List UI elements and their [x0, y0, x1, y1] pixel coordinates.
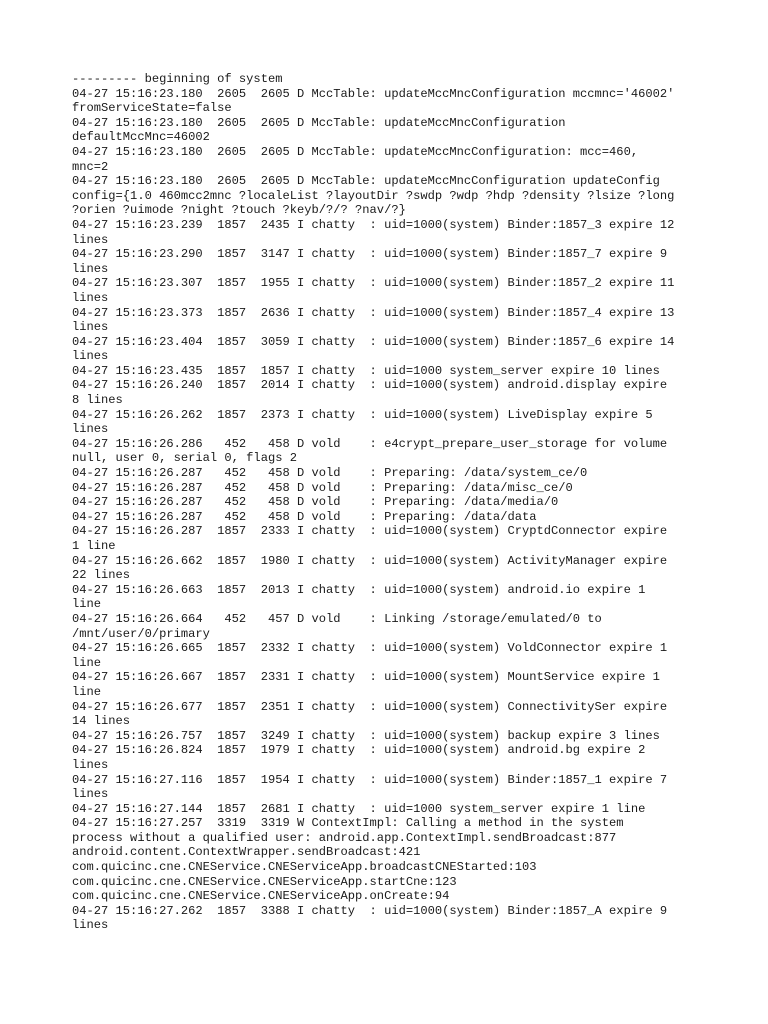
log-text — [72, 72, 712, 933]
log-line: 04-27 15:16:26.664 452 457 D vold : Linking /storage/emulated/0 to — [72, 611, 602, 626]
log-line: 04-27 15:16:23.180 2605 2605 D MccTable: updateMccMncConfiguration: mcc=460, — [72, 144, 639, 159]
log-line: 04-27 15:16:27.144 1857 2681 I chatty : uid=1000 system_server expire 1 line — [72, 801, 646, 816]
log-line: 04-27 15:16:23.180 2605 2605 D MccTable: updateMccMncConfiguration mccmnc='46002' — [72, 86, 675, 101]
log-line: defaultMccMnc=46002 — [72, 130, 210, 145]
log-line: lines — [72, 787, 109, 802]
log-line: lines — [72, 349, 109, 364]
log-line: 04-27 15:16:26.665 1857 2332 I chatty : uid=1000(system) VoldConnector expire 1 — [72, 641, 668, 656]
log-line: 04-27 15:16:26.286 452 458 D vold : e4crypt_prepare_user_storage for volume — [72, 436, 668, 451]
log-line: fromServiceState=false — [72, 101, 232, 116]
log-line: 04-27 15:16:26.663 1857 2013 I chatty : uid=1000(system) android.io expire 1 — [72, 582, 646, 597]
log-line: mnc=2 — [72, 159, 109, 174]
log-line: com.quicinc.cne.CNEService.CNEServiceApp.broadcastCNEStarted:103 — [72, 860, 537, 875]
log-line: lines — [72, 757, 109, 772]
log-line: 04-27 15:16:26.287 452 458 D vold : Preparing: /data/data — [72, 509, 537, 524]
log-line: line — [72, 597, 102, 612]
log-line: 22 lines — [72, 568, 131, 583]
log-line: com.quicinc.cne.CNEService.CNEServiceApp.startCne:123 — [72, 874, 457, 889]
log-line: 04-27 15:16:26.287 452 458 D vold : Preparing: /data/misc_ce/0 — [72, 480, 573, 495]
log-line: 04-27 15:16:23.373 1857 2636 I chatty : uid=1000(system) Binder:1857_4 expire 13 — [72, 305, 675, 320]
log-line: line — [72, 655, 102, 670]
log-line: 04-27 15:16:26.667 1857 2331 I chatty : uid=1000(system) MountService expire 1 — [72, 670, 660, 685]
log-line: lines — [72, 918, 109, 933]
log-line: lines — [72, 232, 109, 247]
log-line: 04-27 15:16:27.262 1857 3388 I chatty : uid=1000(system) Binder:1857_A expire 9 — [72, 903, 668, 918]
log-line: 14 lines — [72, 714, 131, 729]
log-line: ?orien ?uimode ?night ?touch ?keyb/?/? ?nav/?} — [72, 203, 406, 218]
log-line: 04-27 15:16:23.435 1857 1857 I chatty : uid=1000 system_server expire 10 lines — [72, 363, 660, 378]
log-line: 04-27 15:16:23.307 1857 1955 I chatty : uid=1000(system) Binder:1857_2 expire 11 — [72, 276, 675, 291]
log-line: 04-27 15:16:27.257 3319 3319 W ContextImpl: Calling a method in the system — [72, 816, 624, 831]
log-line: 04-27 15:16:27.116 1857 1954 I chatty : uid=1000(system) Binder:1857_1 expire 7 — [72, 772, 668, 787]
log-line: /mnt/user/0/primary — [72, 626, 210, 641]
log-line: 04-27 15:16:23.404 1857 3059 I chatty : uid=1000(system) Binder:1857_6 expire 14 — [72, 334, 675, 349]
log-line: com.quicinc.cne.CNEService.CNEServiceApp.onCreate:94 — [72, 889, 450, 904]
log-line: 1 line — [72, 539, 116, 553]
log-line: lines — [72, 261, 109, 276]
log-line: 04-27 15:16:26.757 1857 3249 I chatty : uid=1000(system) backup expire 3 lines — [72, 728, 660, 743]
log-line: 04-27 15:16:26.287 1857 2333 I chatty : uid=1000(system) CryptdConnector expire — [72, 524, 668, 539]
log-line: 04-27 15:16:23.239 1857 2435 I chatty : uid=1000(system) Binder:1857_3 expire 12 — [72, 217, 675, 232]
log-line: lines — [72, 320, 109, 335]
log-line: 8 lines — [72, 393, 123, 408]
log-line: 04-27 15:16:26.240 1857 2014 I chatty : uid=1000(system) android.display expire — [72, 378, 668, 393]
log-line: 04-27 15:16:26.824 1857 1979 I chatty : uid=1000(system) android.bg expire 2 — [72, 743, 646, 758]
log-line: 04-27 15:16:26.287 452 458 D vold : Preparing: /data/media/0 — [72, 495, 559, 510]
document-page — [72, 72, 712, 933]
log-line: 04-27 15:16:23.180 2605 2605 D MccTable: updateMccMncConfiguration updateConfig — [72, 174, 660, 189]
log-line: --------- beginning of system — [72, 72, 283, 86]
log-line: android.content.ContextWrapper.sendBroadcast:421 — [72, 845, 421, 860]
log-line: config={1.0 460mcc2mnc ?localeList ?layoutDir ?swdp ?wdp ?hdp ?density ?lsize ?long — [72, 188, 675, 203]
log-line: process without a qualified user: android.app.ContextImpl.sendBroadcast:877 — [72, 830, 617, 845]
log-line: 04-27 15:16:26.262 1857 2373 I chatty : uid=1000(system) LiveDisplay expire 5 — [72, 407, 653, 422]
log-line: 04-27 15:16:26.677 1857 2351 I chatty : uid=1000(system) ConnectivitySer expire — [72, 699, 668, 714]
log-line: lines — [72, 422, 109, 437]
log-line: 04-27 15:16:26.662 1857 1980 I chatty : uid=1000(system) ActivityManager expire — [72, 553, 668, 568]
log-line: 04-27 15:16:23.180 2605 2605 D MccTable: updateMccMncConfiguration — [72, 115, 566, 130]
log-line: line — [72, 684, 102, 699]
log-line: 04-27 15:16:26.287 452 458 D vold : Preparing: /data/system_ce/0 — [72, 466, 588, 481]
log-line: null, user 0, serial 0, flags 2 — [72, 451, 297, 466]
log-line: 04-27 15:16:23.290 1857 3147 I chatty : uid=1000(system) Binder:1857_7 expire 9 — [72, 247, 668, 262]
log-line: lines — [72, 290, 109, 305]
